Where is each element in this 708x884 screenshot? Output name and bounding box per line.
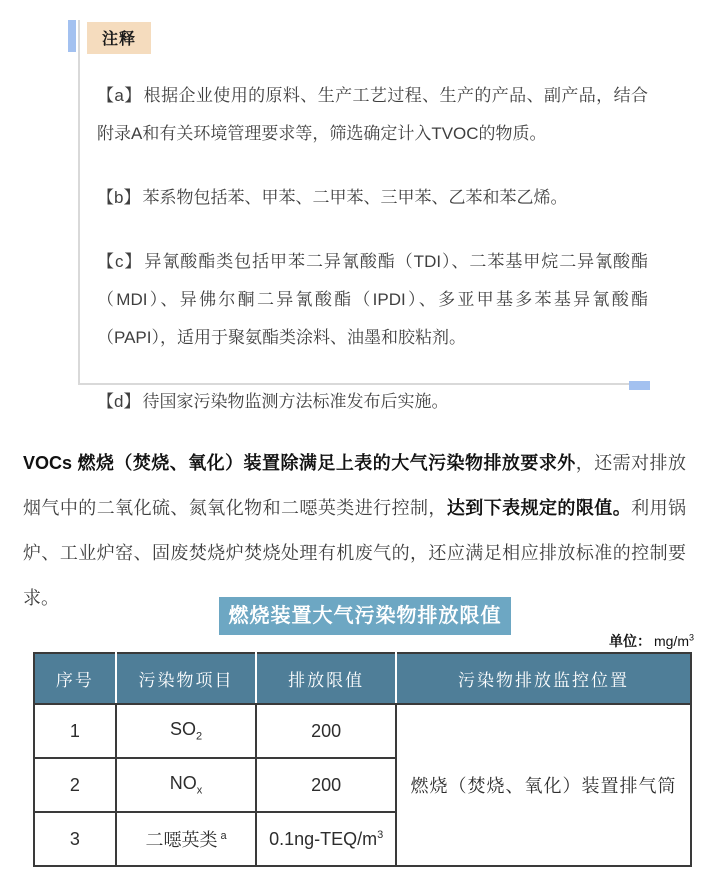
row2-limit: 200 — [256, 758, 396, 812]
note-item-b-tag: 【b】 — [97, 188, 141, 207]
unit-label-value: mg/m — [653, 633, 689, 649]
paragraph-segment-4: 利用锅炉、工业炉窑、固废焚烧炉焚烧处理有机废气的，还应满足相应排放标准的控制要求。 — [23, 498, 687, 608]
row3-pollutant — [116, 812, 257, 866]
row3-limit-superscript: 3 — [377, 828, 384, 841]
body-paragraph — [23, 441, 686, 621]
note-item-d-tag: 【d】 — [97, 392, 141, 411]
note-item-a-tag: 【a】 — [97, 86, 142, 105]
row3-limit-base: 0.1ng-TEQ/m — [269, 828, 378, 849]
note-item-c-tag: 【c】 — [97, 252, 143, 271]
row2-number: 2 — [34, 758, 116, 812]
row2-pollutant-subscript: x — [196, 784, 203, 797]
row3-pollutant-base: 二噁英类 — [145, 830, 218, 850]
emission-limits-table — [33, 652, 692, 867]
paragraph-segment-bold-1: VOCs 燃烧（焚烧、氧化）装置除满足上表的大气污染物排放要求外 — [23, 453, 576, 473]
unit-label-key: 单位： — [608, 633, 651, 649]
table-row-so2 — [34, 704, 691, 758]
paragraph-segment-bold-3: 达到下表规定的限值。 — [446, 498, 632, 518]
table-title-banner: 燃烧装置大气污染物排放限值 — [219, 597, 511, 635]
note-corner-accent — [629, 381, 650, 390]
note-item-d — [97, 383, 648, 421]
row1-pollutant-subscript: 2 — [195, 730, 203, 743]
note-item-b — [97, 179, 648, 217]
note-item-a-text: 根据企业使用的原料、生产工艺过程、生产的产品、副产品，结合附录A和有关环境管理要求等，筛选确定计入TVOC的物质。 — [97, 86, 648, 143]
note-item-c-text: 异氰酸酯类包括甲苯二异氰酸酯（TDI）、二苯基甲烷二异氰酸酯（MDI）、异佛尔酮二异氰酸酯（IPDI）、多亚甲基多苯基异氰酸酯（PAPI），适用于聚氨酯类涂料、油墨和胶粘剂。 — [97, 252, 649, 347]
note-title: 注释 — [87, 22, 151, 54]
row2-pollutant-base: NO — [169, 773, 197, 794]
col-header-monitoring-location: 污染物排放监控位置 — [396, 653, 691, 704]
note-item-c — [97, 243, 648, 357]
unit-label — [33, 631, 694, 651]
row1-pollutant-base: SO — [169, 719, 196, 740]
row1-number: 1 — [34, 704, 116, 758]
note-item-a — [97, 77, 648, 153]
col-header-pollutant: 污染物项目 — [116, 653, 257, 704]
note-item-b-text: 苯系物包括苯、甲苯、二甲苯、三甲苯、乙苯和苯乙烯。 — [142, 188, 568, 207]
note-body — [80, 20, 650, 421]
row3-pollutant-footnote: a — [220, 830, 227, 842]
row3-number: 3 — [34, 812, 116, 866]
unit-label-superscript: 3 — [688, 632, 694, 643]
row3-limit — [256, 812, 396, 866]
col-header-limit: 排放限值 — [256, 653, 396, 704]
paragraph-segment-2: ，还需对排放烟气中的二氧化硫、氮氧化物和二噁英类进行控制， — [23, 453, 687, 518]
row1-pollutant — [116, 704, 257, 758]
col-header-number: 序号 — [34, 653, 116, 704]
row1-limit: 200 — [256, 704, 396, 758]
notes-section — [78, 20, 650, 411]
table-header-row — [34, 653, 691, 704]
monitoring-location-cell: 燃烧（焚烧、氧化）装置排气筒 — [396, 704, 691, 866]
note-item-d-text: 待国家污染物监测方法标准发布后实施。 — [142, 392, 449, 411]
note-accent-bar — [68, 20, 76, 52]
row2-pollutant — [116, 758, 257, 812]
